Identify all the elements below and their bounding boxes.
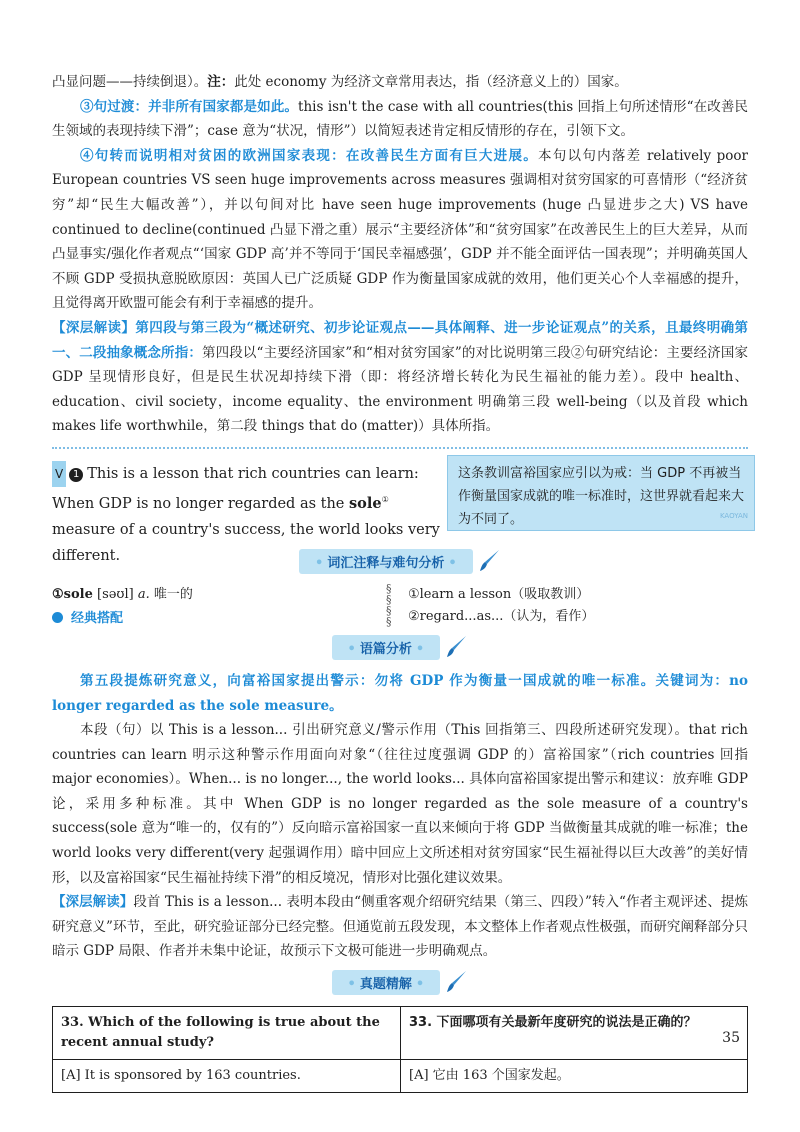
pen-icon bbox=[446, 970, 468, 998]
table-row bbox=[53, 1007, 748, 1060]
para2-lead: ③句过渡：并非所有国家都是如此。 bbox=[80, 98, 299, 115]
pen-icon bbox=[446, 635, 468, 663]
page-number: 35 bbox=[722, 1030, 740, 1046]
deep-reading-label: 【深层解读】 bbox=[52, 319, 136, 336]
section-vocab-title: • 词汇注释与难句分析 • bbox=[299, 549, 473, 574]
question-table bbox=[52, 1006, 748, 1093]
footnote-marker: ① bbox=[381, 494, 389, 504]
bullet-icon bbox=[52, 612, 63, 623]
para1-text-a: 凸显问题——持续倒退）。 bbox=[52, 74, 208, 90]
vocab-meaning: 唯一的 bbox=[153, 586, 193, 602]
deep-reading-2 bbox=[52, 890, 748, 964]
passage-en-a: This is a lesson that rich countries can learn: bbox=[87, 465, 419, 482]
vocab-entry bbox=[52, 583, 193, 602]
note-label: 注： bbox=[207, 74, 235, 90]
question-english: 33. Which of the following is true about the recent annual study? bbox=[53, 1007, 401, 1060]
vocab-block bbox=[52, 583, 748, 629]
section-vocab-header bbox=[52, 549, 748, 579]
deep-reading-1 bbox=[52, 316, 748, 439]
collocation-heading bbox=[52, 607, 123, 626]
section-questions-title: • 真题精解 • bbox=[332, 970, 441, 995]
chain-decoration: § § § § bbox=[386, 581, 392, 628]
deep-reading-text: 第四段以“主要经济国家”和“相对贫穷国家”的对比说明第三段②句研究结论：主要经济国家 GDP 呈现情形良好，但是民生状况却持续下滑（即：将经济增长转化为民生福祉的能力差）。段中 health、education、civil society，income equality、the environment 明确第三段 well-being（以及首段 which makes life worthwhile，第二段 things that do (matter)）具体所指。 bbox=[52, 344, 749, 435]
para3-lead: ④句转而说明相对贫困的欧洲国家表现：在改善民生方面有巨大进展。 bbox=[80, 147, 538, 164]
section-analysis-header bbox=[52, 635, 748, 665]
watermark-stamp: KAOYAN bbox=[719, 511, 748, 520]
section-questions-header bbox=[52, 970, 748, 1000]
deep-reading-lead: 第四段与第三段为“概述研究、初步论证观点——具体阐释、进一步论证观点”的关系，且最终明确第一、二段抽象概念所指： bbox=[52, 319, 749, 361]
analysis-lead-text: 第五段提炼研究意义，向富裕国家提出警示：勿将 GDP 作为衡量一国成就的唯一标准。关键词为： bbox=[80, 672, 730, 689]
divider bbox=[52, 447, 748, 449]
analysis-body: 本段（句）以 This is a lesson... 引出研究意义/警示作用（This 回指第三、四段所述研究发现）。that rich countries can learn 明示这种警示作用面向对象“（往往过度强调 GDP 的）富裕国家”（rich countries 回指 major economies）。When... is no longer..., the world looks... 具体向富裕国家提出警示和建议：放弃唯 GDP 论，采用多种标准。其中 When GDP is no longer regarded as the sole measure of a country's success(sole 意为“唯一的，仅有的”）反向暗示富裕国家一直以来倾向于将 GDP 当做衡量其成就的唯一标准；the world looks very different(very 起强调作用）暗中回应上文所述相对贫穷国家“民生福祉得以巨大改善”的美好情形，以及富裕国家“民生福祉持续下滑”的相反境况，情形对比强化建议效果。 bbox=[52, 722, 748, 886]
question-chinese: 33. 下面哪项有关最新年度研究的说法是正确的？ bbox=[401, 1007, 748, 1060]
sentence-number: 1 bbox=[69, 468, 83, 482]
deep-reading-2-text: 段首 This is a lesson... 表明本段由“侧重客观介绍研究结果（第三、四段）”转入“作者主观评述、提炼研究意义”环节，至此，研究验证部分已经完整。但通览前五段发现，本文整体上作者观点性极强，而研究阐释部分只暗示 GDP 局限、作者并未集中论证，故预示下文极可能进一步明确观点。 bbox=[52, 894, 748, 960]
paragraph-tag: V bbox=[52, 461, 66, 487]
para2-text: this isn't the case with all countries(this 回指上句所述情形“在改善民生领域的表现持续下滑”；case 意为“状况，情形”）以简短表述肯定相反情形的存在，引领下文。 bbox=[52, 98, 748, 140]
vocab-pos: a. bbox=[137, 586, 150, 602]
para3-text: 本句以句内落差 relatively poor European countries VS seen huge improvements across measures 强调相对贫穷国家的可喜情形（“经济贫穷”却“民生大幅改善”），并以句间对比 have seen huge improvements (huge 凸显进步之大) VS have continued to decline(continued 凸显下滑之重）展示“主要经济体”和“贫穷国家”在改善民生上的巨大差异，从而凸显事实/强化作者观点“‘国家 GDP 高’并不等同于‘国民幸福感强’，GDP 并不能全面评估一国表现”；并明确英国人不顾 GDP 受损执意脱欧原因：英国人已广泛质疑 GDP 作为衡量国家成就的效用，他们更关心个人幸福感的提升，且觉得离开欧盟可能会有利于幸福感的提升。 bbox=[52, 147, 749, 312]
section-analysis-title: • 语篇分析 • bbox=[332, 635, 441, 660]
deep-reading-2-label: 【深层解读】 bbox=[52, 894, 134, 911]
paragraph-2 bbox=[52, 95, 748, 144]
collocation-2: ②regard...as...（认为，看作） bbox=[408, 608, 595, 624]
passage-translation bbox=[447, 455, 755, 531]
vocab-phonetic: [səʊl] bbox=[97, 586, 134, 602]
para1-text-b: 此处 economy 为经济文章常用表达，指（经济意义上的）国家。 bbox=[234, 74, 628, 90]
paragraph-1 bbox=[52, 70, 748, 95]
paragraph-3 bbox=[52, 144, 748, 316]
collocation-1: ①learn a lesson（吸取教训） bbox=[408, 586, 590, 602]
option-a-chinese: [A] 它由 163 个国家发起。 bbox=[401, 1060, 748, 1093]
analysis-lead bbox=[52, 669, 748, 718]
passage-keyword-sole: sole bbox=[349, 494, 382, 512]
collocation-label: 经典搭配 bbox=[71, 610, 124, 626]
passage-zh: 这条教训富裕国家应引以为戒：当 GDP 不再被当作衡量国家成就的唯一标准时，这世界就看起来大为不同了。 bbox=[458, 465, 745, 527]
analysis-keyword: no longer regarded as the sole measure。 bbox=[52, 672, 748, 714]
pen-icon bbox=[479, 549, 501, 577]
vocab-word: ①sole bbox=[52, 586, 93, 602]
table-row bbox=[53, 1060, 748, 1093]
passage-en-c: measure of a country's success, the world looks very different. bbox=[52, 521, 440, 564]
passage-en-b: When GDP is no longer regarded as the bbox=[52, 495, 345, 512]
option-a-english: [A] It is sponsored by 163 countries. bbox=[53, 1060, 401, 1093]
